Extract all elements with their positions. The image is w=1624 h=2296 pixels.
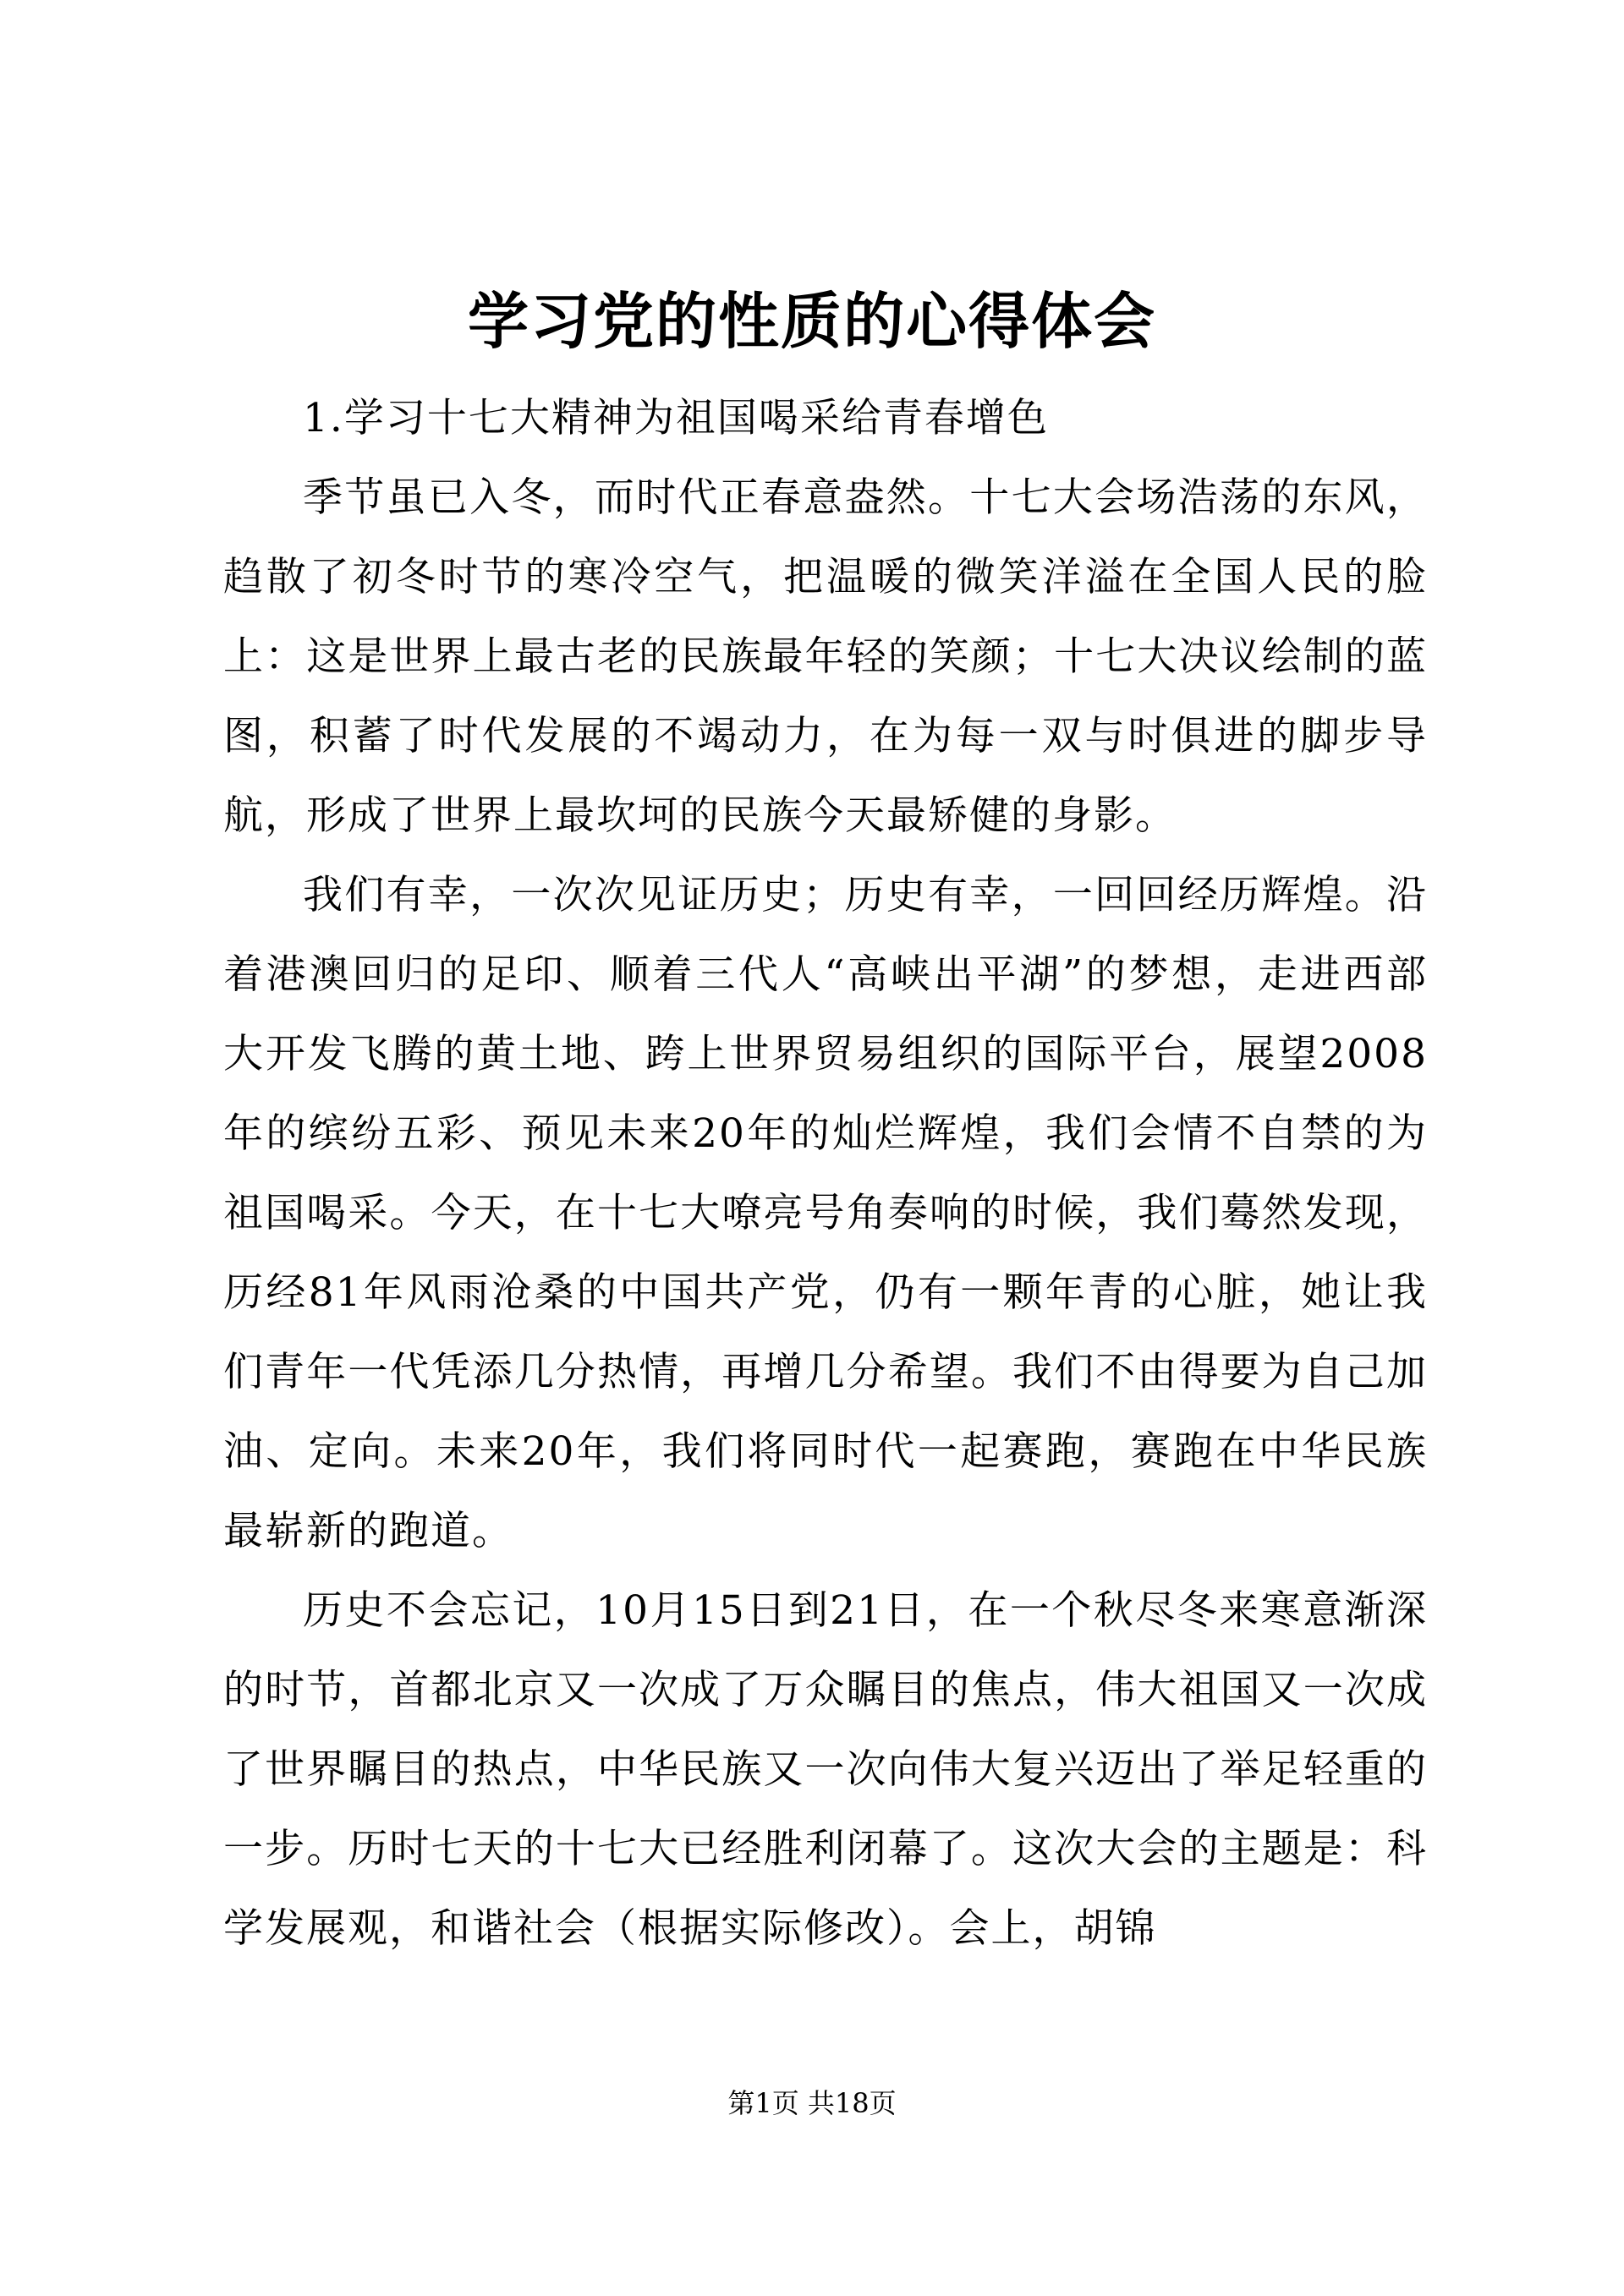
document-title: 学习党的性质的心得体会 [467, 285, 1156, 357]
page-number-footer: 第1页 共18页 [727, 2087, 897, 2119]
paragraph: 历史不会忘记，10月15日到21日，在一个秋尽冬来寒意渐深的时节，首都北京又一次成了万众瞩目的焦点，伟大祖国又一次成了世界瞩目的热点，中华民族又一次向伟大复兴迈出了举足轻重的一步。历时七天的十七大已经胜利闭幕了。这次大会的主题是：科学发展观，和谐社会（根据实际修改）。会上，胡锦 [223, 1587, 1428, 1952]
paragraph-heading: 1.学习十七大精神为祖国喝采给青春增色 [303, 395, 1049, 441]
paragraph: 季节虽已入冬，而时代正春意盎然。十七大会场浩荡的东风，趋散了初冬时节的寒冷空气，把温暖的微笑洋溢在全国人民的脸上：这是世界上最古老的民族最年轻的笑颜；十七大决议绘制的蓝图，积蓄了时代发展的不竭动力，在为每一双与时俱进的脚步导航，形成了世界上最坎坷的民族今天最矫健的身影。 [223, 474, 1428, 839]
document-body [223, 379, 1428, 1969]
paragraph: 我们有幸，一次次见证历史；历史有幸，一回回经历辉煌。沿着港澳回归的足印、顺着三代人“高峡出平湖”的梦想，走进西部大开发飞腾的黄土地、跨上世界贸易组织的国际平台，展望2008年的缤纷五彩、预见未来20年的灿烂辉煌，我们会情不自禁的为祖国喝采。今天，在十七大嘹亮号角奏响的时候，我们蓦然发现，历经81年风雨沧桑的中国共产党，仍有一颗年青的心脏，她让我们青年一代凭添几分热情，再增几分希望。我们不由得要为自己加油、定向。未来20年，我们将同时代一起赛跑，赛跑在中华民族最崭新的跑道。 [223, 872, 1428, 1554]
